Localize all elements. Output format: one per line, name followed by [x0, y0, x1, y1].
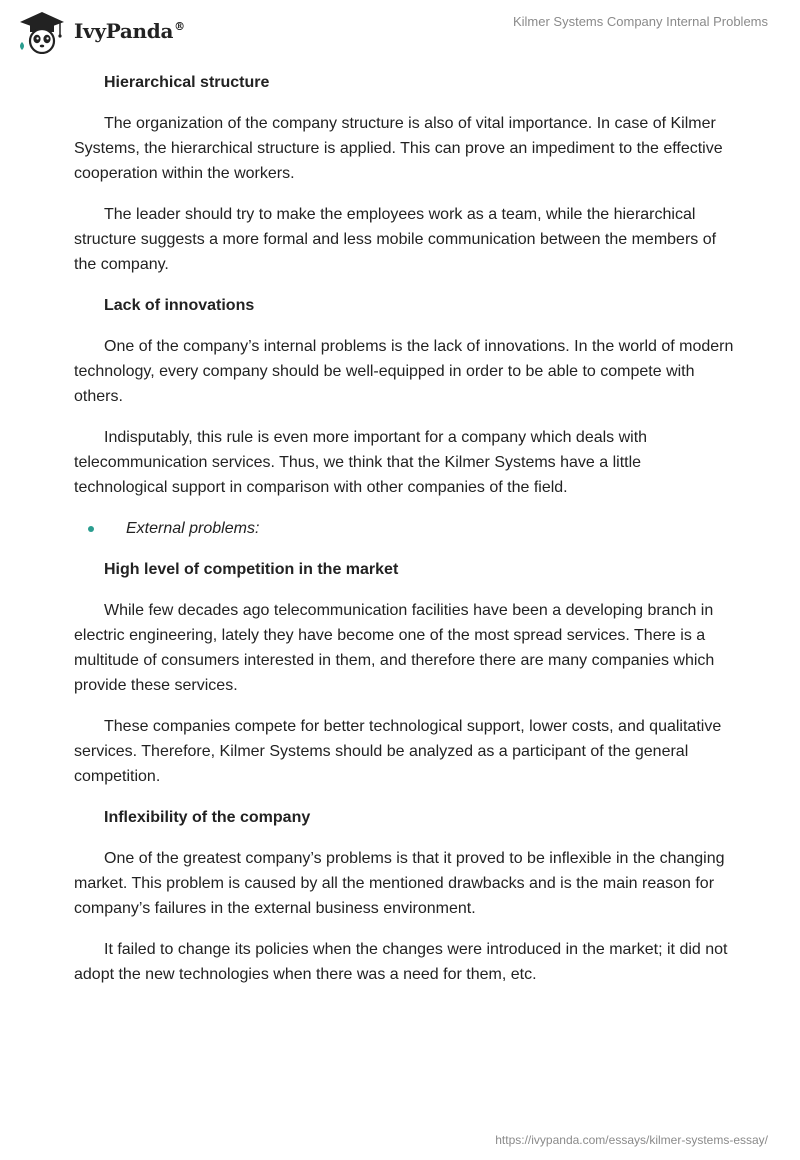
brand-wordmark: IvyPanda — [74, 19, 174, 43]
graduation-panda-logo-icon — [16, 8, 68, 54]
section-heading-innovations: Lack of innovations — [104, 297, 255, 314]
paragraph: One of the company’s internal problems is the lack of innovations. In the world of modern technology, every company should be well-equipped in order to be able to compete with others. — [74, 338, 734, 405]
paragraph: It failed to change its policies when the changes were introduced in the market; it did not adopt the new technologies when there was a need for them, etc. — [74, 941, 728, 983]
page-header — [0, 0, 800, 60]
section-heading-competition: High level of competition in the market — [104, 561, 399, 578]
list-item-external-problems — [74, 516, 734, 541]
bullet-label: External problems: — [126, 519, 260, 537]
document-title: Kilmer Systems Company Internal Problems — [512, 14, 768, 29]
section-heading-inflexibility: Inflexibility of the company — [104, 809, 311, 826]
brand-logo[interactable] — [16, 8, 185, 54]
paragraph: One of the greatest company’s problems is that it proved to be inflexible in the changing market. This problem is caused by all the mentioned drawbacks and is the main reason for company’s failures in the external business environment. — [74, 850, 725, 917]
paragraph: Indisputably, this rule is even more important for a company which deals with telecommunication services. Thus, we think that the Kilmer Systems have a little technological support in comparison with other companies of the field. — [74, 429, 648, 496]
registered-mark: ® — [174, 20, 185, 34]
brand-name — [74, 19, 185, 43]
paragraph: The leader should try to make the employees work as a team, while the hierarchical structure suggests a more formal and less mobile communication between the members of the company. — [74, 206, 717, 273]
paragraph: While few decades ago telecommunication facilities have been a developing branch in electric engineering, lately they have become one of the most spread services. There is a multitude of consumers interested in them, and therefore there are many companies which provide these services. — [74, 602, 715, 694]
section-heading-hierarchical: Hierarchical structure — [104, 74, 270, 91]
paragraph: The organization of the company structure is also of vital importance. In case of Kilmer Systems, the hierarchical structure is applied. This can prove an impediment to the effective cooperation within the workers. — [74, 115, 723, 182]
bullet-icon — [88, 526, 94, 532]
paragraph: These companies compete for better technological support, lower costs, and qualitative services. Therefore, Kilmer Systems should be analyzed as a participant of the general competition. — [74, 718, 722, 785]
essay-content — [74, 70, 734, 1003]
source-url-link[interactable]: https://ivypanda.com/essays/kilmer-systems-essay/ — [495, 1133, 768, 1147]
